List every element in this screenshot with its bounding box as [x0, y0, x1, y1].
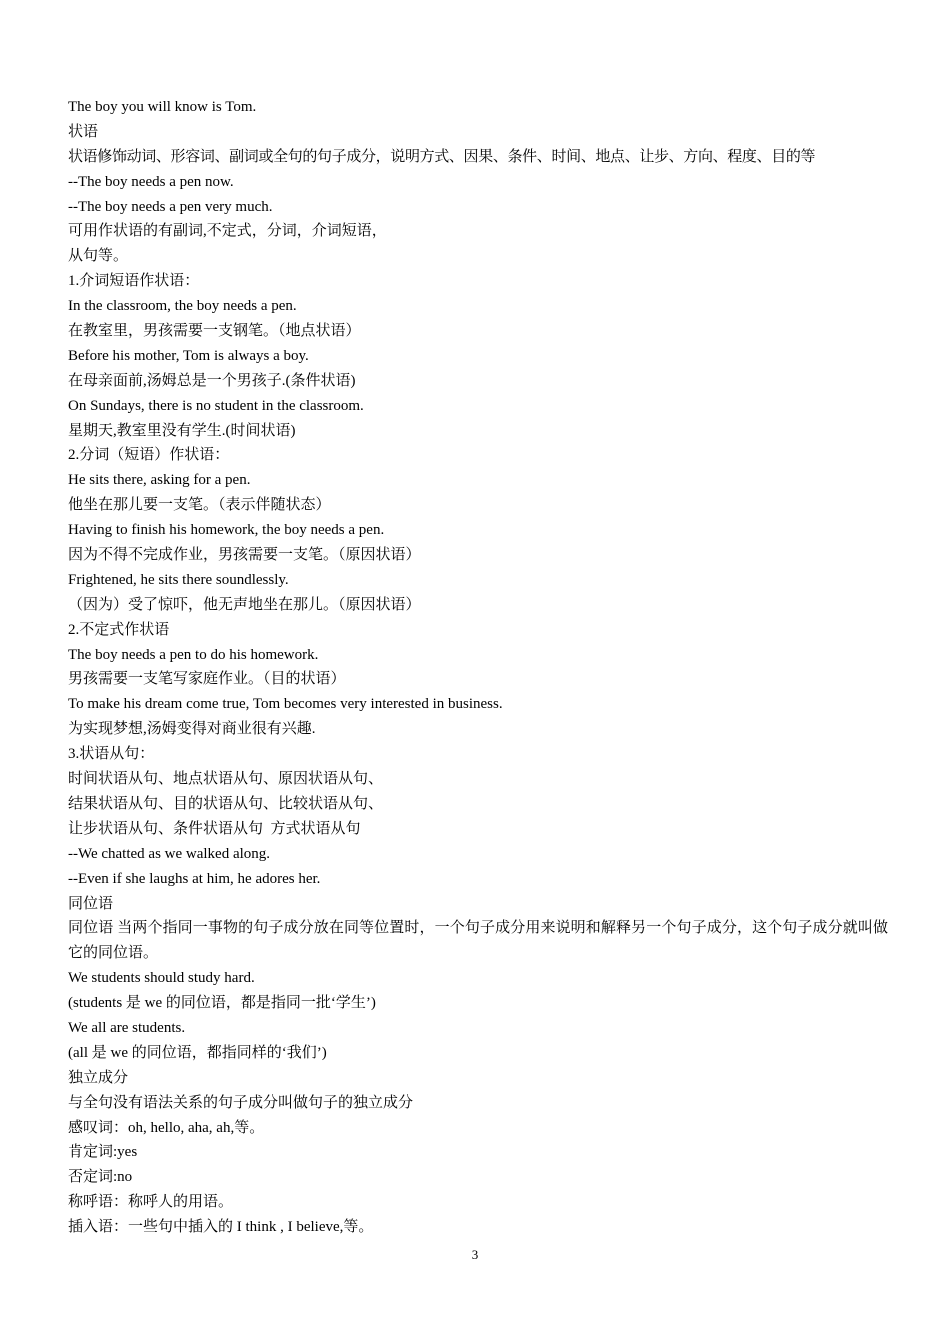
section-heading-adverbial: 状语 [68, 123, 99, 140]
text-line: We all are students. [68, 1019, 186, 1036]
text-line: （因为）受了惊吓，他无声地坐在那儿。（原因状语） [68, 596, 421, 613]
text-line: We students should study hard. [68, 970, 255, 987]
text-line: (all 是 we 的同位语，都指同样的‘我们’) [68, 1044, 327, 1061]
text-line: To make his dream come true, Tom becomes very interested in business. [68, 696, 503, 713]
text-line: 插入语：一些句中插入的 I think , I believe,等。 [68, 1219, 374, 1236]
text-line: 感叹词：oh, hello, aha, ah,等。 [68, 1119, 265, 1136]
text-line: 肯定词:yes [68, 1144, 138, 1161]
text-line: --The boy needs a pen now. [68, 173, 234, 190]
document-body [68, 95, 888, 1240]
text-line: 结果状语从句、目的状语从句、比较状语从句、 [68, 795, 384, 812]
text-line: (students 是 we 的同位语，都是指同一批‘学生’) [68, 995, 376, 1012]
text-line: 让步状语从句、条件状语从句 方式状语从句 [68, 820, 361, 837]
text-line: --Even if she laughs at him, he adores her. [68, 870, 321, 887]
text-paragraph: 同位语 当两个指同一事物的句子成分放在同等位置时，一个句子成分用来说明和解释另一个句子成分，这个句子成分就叫做它的同位语。 [68, 920, 888, 962]
text-line: 否定词:no [68, 1169, 133, 1186]
section-heading-appositive: 同位语 [68, 895, 114, 912]
text-line: In the classroom, the boy needs a pen. [68, 298, 297, 315]
text-line: 从句等。 [68, 248, 129, 265]
text-line: 在母亲面前,汤姆总是一个男孩子.(条件状语) [68, 372, 356, 389]
text-line: He sits there, asking for a pen. [68, 472, 251, 489]
text-line: 为实现梦想,汤姆变得对商业很有兴趣. [68, 721, 316, 738]
text-line: --We chatted as we walked along. [68, 845, 271, 862]
page-number: 3 [471, 1247, 479, 1262]
section-heading-independent: 独立成分 [68, 1069, 129, 1086]
text-line: On Sundays, there is no student in the classroom. [68, 397, 364, 414]
text-line: 可用作状语的有副词,不定式，分词，介词短语， [68, 223, 387, 240]
text-line: --The boy needs a pen very much. [68, 198, 273, 215]
text-line: Before his mother, Tom is always a boy. [68, 347, 309, 364]
text-line: 时间状语从句、地点状语从句、原因状语从句、 [68, 771, 384, 788]
text-line: 星期天,教室里没有学生.(时间状语) [68, 422, 296, 439]
text-line: 状语修饰动词、形容词、副词或全句的句子成分，说明方式、因果、条件、时间、地点、让步、方向、程度、目的等 [68, 148, 816, 165]
text-line: 他坐在那儿要一支笔。（表示伴随状态） [68, 497, 331, 514]
text-line: The boy you will know is Tom. [68, 99, 257, 115]
text-line: The boy needs a pen to do his homework. [68, 646, 319, 663]
text-line: Frightened, he sits there soundlessly. [68, 571, 289, 588]
subheading: 2.分词（短语）作状语： [68, 447, 230, 464]
text-line: Having to finish his homework, the boy needs a pen. [68, 522, 385, 539]
text-line: 在教室里，男孩需要一支钢笔。（地点状语） [68, 323, 361, 340]
text-line: 称呼语：称呼人的用语。 [68, 1194, 234, 1211]
text-line: 与全句没有语法关系的句子成分叫做句子的独立成分 [68, 1094, 414, 1111]
text-line: 因为不得不完成作业，男孩需要一支笔。（原因状语） [68, 547, 421, 564]
subheading: 1.介词短语作状语： [68, 273, 200, 290]
text-line: 男孩需要一支笔写家庭作业。（目的状语） [68, 671, 346, 688]
subheading: 3.状语从句： [68, 746, 155, 763]
subheading: 2.不定式作状语 [68, 621, 170, 638]
